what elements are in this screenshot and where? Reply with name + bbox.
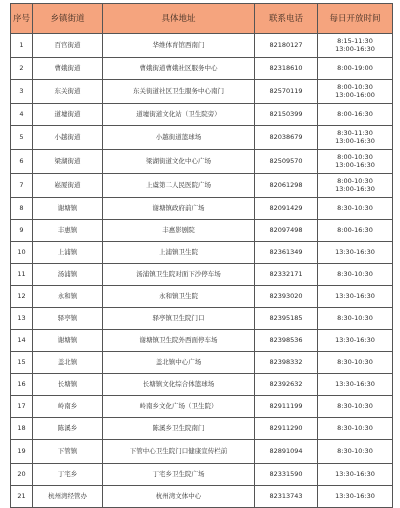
cell-phone: 82911290 bbox=[255, 418, 318, 440]
cell-seq: 3 bbox=[11, 80, 33, 104]
cell-address: 谢塘镇卫生院外西面停车场 bbox=[103, 330, 255, 352]
table-row bbox=[11, 198, 393, 220]
cell-seq: 20 bbox=[11, 464, 33, 486]
cell-phone: 82061298 bbox=[255, 174, 318, 198]
cell-address: 华维体育馆西南门 bbox=[103, 34, 255, 58]
cell-seq: 6 bbox=[11, 150, 33, 174]
cell-town: 梁湖街道 bbox=[33, 150, 103, 174]
table-row bbox=[11, 418, 393, 440]
cell-hours bbox=[318, 374, 393, 396]
cell-hours bbox=[318, 104, 393, 126]
cell-seq: 13 bbox=[11, 308, 33, 330]
hours-line: 8:00-16:30 bbox=[337, 225, 373, 234]
cell-address: 下管中心卫生院门口健康宣传栏前 bbox=[103, 440, 255, 464]
cell-town: 陈溪乡 bbox=[33, 418, 103, 440]
cell-address: 曹娥街道曹娥社区服务中心 bbox=[103, 58, 255, 80]
cell-town: 长塘镇 bbox=[33, 374, 103, 396]
cell-address: 丰惠影剧院 bbox=[103, 220, 255, 242]
cell-seq: 8 bbox=[11, 198, 33, 220]
cell-town: 汤浦镇 bbox=[33, 264, 103, 286]
cell-phone: 82570119 bbox=[255, 80, 318, 104]
cell-address: 陈溪乡卫生院南门 bbox=[103, 418, 255, 440]
header-town: 乡镇街道 bbox=[33, 4, 103, 34]
hours-line: 8:30-10:30 bbox=[337, 423, 373, 432]
table-body bbox=[11, 34, 393, 508]
cell-town: 盖北镇 bbox=[33, 352, 103, 374]
cell-seq: 9 bbox=[11, 220, 33, 242]
table-row bbox=[11, 80, 393, 104]
hours-line: 8:30-10:30 bbox=[337, 203, 373, 212]
table-row bbox=[11, 308, 393, 330]
hours-line: 13:30-16:30 bbox=[335, 291, 375, 300]
table-row bbox=[11, 486, 393, 508]
hours-line: 8:00-10:30 bbox=[337, 177, 373, 185]
cell-address: 道墟街道文化站（卫生院旁） bbox=[103, 104, 255, 126]
cell-seq: 21 bbox=[11, 486, 33, 508]
hours-line: 8:00-10:30 bbox=[337, 153, 373, 161]
hours-line: 13:00-16:30 bbox=[335, 136, 375, 145]
cell-address: 永和镇卫生院 bbox=[103, 286, 255, 308]
hours-line: 13:30-16:30 bbox=[335, 491, 375, 500]
cell-phone: 82398536 bbox=[255, 330, 318, 352]
cell-seq: 2 bbox=[11, 58, 33, 80]
cell-town: 百官街道 bbox=[33, 34, 103, 58]
cell-address: 杭州湾文体中心 bbox=[103, 486, 255, 508]
cell-phone: 82097498 bbox=[255, 220, 318, 242]
cell-hours bbox=[318, 440, 393, 464]
cell-address: 盖北镇中心广场 bbox=[103, 352, 255, 374]
cell-phone: 82331590 bbox=[255, 464, 318, 486]
cell-town: 小越街道 bbox=[33, 126, 103, 150]
cell-seq: 17 bbox=[11, 396, 33, 418]
cell-hours bbox=[318, 198, 393, 220]
hours-line: 8:00-19:00 bbox=[337, 63, 373, 72]
table-row bbox=[11, 352, 393, 374]
hours-line: 8:30-10:30 bbox=[337, 269, 373, 278]
cell-phone: 82395185 bbox=[255, 308, 318, 330]
hours-line: 13:00-16:00 bbox=[335, 90, 375, 99]
cell-town: 道墟街道 bbox=[33, 104, 103, 126]
cell-hours bbox=[318, 264, 393, 286]
cell-seq: 4 bbox=[11, 104, 33, 126]
cell-phone: 82361349 bbox=[255, 242, 318, 264]
cell-seq: 7 bbox=[11, 174, 33, 198]
hours-line: 13:00-16:30 bbox=[335, 184, 375, 193]
cell-hours bbox=[318, 80, 393, 104]
cell-hours bbox=[318, 58, 393, 80]
cell-phone: 82150399 bbox=[255, 104, 318, 126]
cell-seq: 11 bbox=[11, 264, 33, 286]
cell-hours bbox=[318, 486, 393, 508]
cell-town: 永和镇 bbox=[33, 286, 103, 308]
hours-line: 8:30-10:30 bbox=[337, 313, 373, 322]
hours-line: 8:30-10:30 bbox=[337, 357, 373, 366]
table-row bbox=[11, 396, 393, 418]
cell-seq: 15 bbox=[11, 352, 33, 374]
hours-line: 8:30-11:30 bbox=[337, 129, 373, 137]
hours-line: 8:30-10:30 bbox=[337, 446, 373, 455]
hours-line: 13:30-16:30 bbox=[335, 335, 375, 344]
cell-address: 汤浦镇卫生院对面下沙停车场 bbox=[103, 264, 255, 286]
hours-line: 8:30-10:30 bbox=[337, 401, 373, 410]
cell-address: 上浦镇卫生院 bbox=[103, 242, 255, 264]
cell-hours bbox=[318, 330, 393, 352]
table-row bbox=[11, 330, 393, 352]
cell-town: 丰惠镇 bbox=[33, 220, 103, 242]
cell-address: 梁湖街道文化中心广场 bbox=[103, 150, 255, 174]
cell-phone: 82392632 bbox=[255, 374, 318, 396]
cell-phone: 82911199 bbox=[255, 396, 318, 418]
header-phone: 联系电话 bbox=[255, 4, 318, 34]
cell-phone: 82332171 bbox=[255, 264, 318, 286]
testing-sites-table bbox=[10, 3, 393, 508]
table-row bbox=[11, 104, 393, 126]
cell-town: 岭南乡 bbox=[33, 396, 103, 418]
cell-town: 谢塘镇 bbox=[33, 198, 103, 220]
cell-town: 上浦镇 bbox=[33, 242, 103, 264]
cell-address: 驿亭镇卫生院门口 bbox=[103, 308, 255, 330]
table-header-row bbox=[11, 4, 393, 34]
cell-seq: 5 bbox=[11, 126, 33, 150]
cell-seq: 16 bbox=[11, 374, 33, 396]
cell-hours bbox=[318, 396, 393, 418]
hours-line: 13:30-16:30 bbox=[335, 379, 375, 388]
cell-hours bbox=[318, 308, 393, 330]
cell-hours bbox=[318, 464, 393, 486]
cell-town: 丁宅乡 bbox=[33, 464, 103, 486]
cell-address: 岭南乡文化广场（卫生院） bbox=[103, 396, 255, 418]
header-seq: 序号 bbox=[11, 4, 33, 34]
cell-seq: 1 bbox=[11, 34, 33, 58]
cell-town: 杭州湾经管办 bbox=[33, 486, 103, 508]
hours-line: 13:00-16:30 bbox=[335, 160, 375, 169]
hours-line: 13:00-16:30 bbox=[335, 44, 375, 53]
table-row bbox=[11, 150, 393, 174]
cell-seq: 18 bbox=[11, 418, 33, 440]
table-row bbox=[11, 126, 393, 150]
cell-hours bbox=[318, 174, 393, 198]
cell-town: 下管镇 bbox=[33, 440, 103, 464]
cell-phone: 82313743 bbox=[255, 486, 318, 508]
cell-address: 小越街道篮球场 bbox=[103, 126, 255, 150]
table-row bbox=[11, 374, 393, 396]
table-row bbox=[11, 34, 393, 58]
hours-line: 13:30-16:30 bbox=[335, 469, 375, 478]
cell-seq: 12 bbox=[11, 286, 33, 308]
cell-town: 驿亭镇 bbox=[33, 308, 103, 330]
cell-address: 上虞第二人民医院广场 bbox=[103, 174, 255, 198]
cell-hours bbox=[318, 126, 393, 150]
cell-phone: 82180127 bbox=[255, 34, 318, 58]
table-row bbox=[11, 58, 393, 80]
cell-hours bbox=[318, 286, 393, 308]
hours-line: 8:00-16:30 bbox=[337, 109, 373, 118]
table-row bbox=[11, 286, 393, 308]
cell-phone: 82318610 bbox=[255, 58, 318, 80]
cell-hours bbox=[318, 150, 393, 174]
table-row bbox=[11, 464, 393, 486]
cell-phone: 82509570 bbox=[255, 150, 318, 174]
cell-phone: 82038679 bbox=[255, 126, 318, 150]
cell-phone: 82398332 bbox=[255, 352, 318, 374]
cell-hours bbox=[318, 34, 393, 58]
header-address: 具体地址 bbox=[103, 4, 255, 34]
hours-line: 8:00-10:30 bbox=[337, 83, 373, 91]
cell-address: 东关街道社区卫生服务中心南门 bbox=[103, 80, 255, 104]
table-row bbox=[11, 174, 393, 198]
cell-hours bbox=[318, 242, 393, 264]
cell-phone: 82091429 bbox=[255, 198, 318, 220]
table-row bbox=[11, 220, 393, 242]
hours-line: 8:15-11:30 bbox=[337, 37, 373, 45]
cell-address: 丁宅乡卫生院广场 bbox=[103, 464, 255, 486]
table-row bbox=[11, 440, 393, 464]
cell-hours bbox=[318, 418, 393, 440]
header-hours: 每日开放时间 bbox=[318, 4, 393, 34]
cell-hours bbox=[318, 352, 393, 374]
cell-seq: 10 bbox=[11, 242, 33, 264]
cell-town: 东关街道 bbox=[33, 80, 103, 104]
cell-town: 谢塘镇 bbox=[33, 330, 103, 352]
cell-address: 长塘镇文化综合体篮球场 bbox=[103, 374, 255, 396]
cell-town: 曹娥街道 bbox=[33, 58, 103, 80]
hours-line: 13:30-16:30 bbox=[335, 247, 375, 256]
cell-phone: 82891094 bbox=[255, 440, 318, 464]
table-row bbox=[11, 264, 393, 286]
cell-seq: 14 bbox=[11, 330, 33, 352]
table-row bbox=[11, 242, 393, 264]
cell-hours bbox=[318, 220, 393, 242]
cell-seq: 19 bbox=[11, 440, 33, 464]
cell-phone: 82393020 bbox=[255, 286, 318, 308]
cell-address: 谢塘镇政府前广场 bbox=[103, 198, 255, 220]
cell-town: 崧厦街道 bbox=[33, 174, 103, 198]
